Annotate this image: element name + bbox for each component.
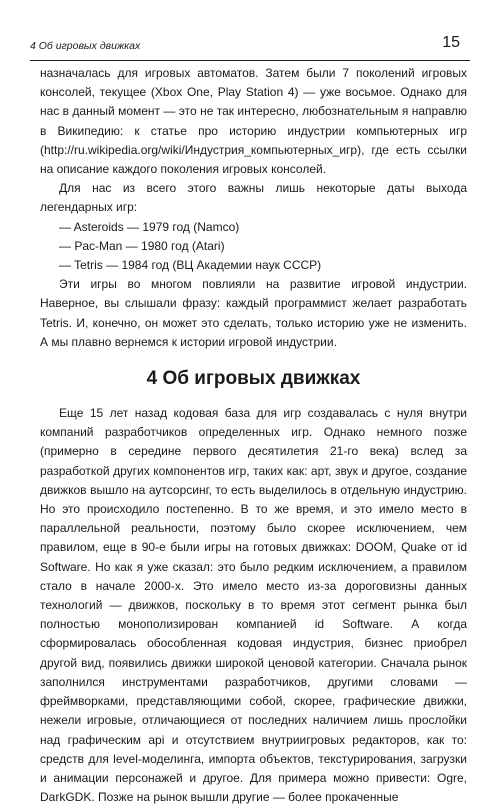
paragraph-consoles: назначалась для игровых автоматов. Затем были 7 поколений игровых консолей, текущее (Xbox One, Play Station 4) — уже восьмое. Однако для нас в данный момент — это не так интересно, любознательным я направлю в Википедию: к статье про историю индустрии компьютерных игр (http://ru.wikipedia.org/wiki/Индустрия_компьютерных_игр), где есть ссылки на описание каждого поколения игровых консолей.: [40, 66, 467, 177]
page-body: [40, 64, 467, 807]
paragraph-engines: Еще 15 лет назад кодовая база для игр создавалась с нуля внутри компаний разработчиков определенных игр. Однако немного позже (примерно в середине первого десятилетия 21-го века) вслед за разработкой других компонентов игр, таких как: арт, звук и другое, создание движков вышло на аутсорсинг, то есть выделилось в отдельную индустрию. Но это происходило постепенно. В то же время, и это имело место в параллельной реальности, поэтому было скорее исключением, чем правилом, еще в 90-е были игры на готовых движках: DOOM, Quake от id Software. Но как я уже сказал: это было редким исключением, а правилом стало в начале 2000-х. Это имело место из-за дороговизны данных технологий — движков, поскольку в то время этот сегмент рынка был полностью монополизирован компанией id Software. А когда сформировалась обособленная кодовая индустрия, бизнес приобрел другой вид, появились движки широкой ценовой категории. Сначала рынок заполнился инструментами разработчиков, другими словами — фреймворками, представляющими собой, скорее, графические движки, нежели игровые, отличающиеся от последних наличием лишь прослойки над графическим api и отсутствием внутриигровых редакторов, как то: средств для level-моделинга, импорта объектов, текстурирования, загрузки и анимации персонажей и другое. Для примера можно привести: Ogre, DarkGDK. Позже на рынок вышли другие — более прокаченные: [40, 406, 467, 805]
paragraph-tetris: Эти игры во многом повлияли на развитие игровой индустрии. Наверное, вы слышали фразу: каждый программист желает разработать Tetris. И, конечно, он может это сделать, только историю уже не изменить. А мы плавно вернемся к истории игровой индустрии.: [40, 277, 467, 349]
section-heading: 4 Об игровых движках: [146, 368, 361, 390]
page-header: [30, 34, 460, 58]
header-rule: [30, 60, 470, 61]
running-head: 4 Об игровых движках: [30, 40, 141, 52]
list-item: — Pac-Man — 1980 год (Atari): [59, 238, 225, 253]
page-number: 15: [442, 34, 460, 51]
paragraph-dates-intro: Для нас из всего этого важны лишь некоторые даты выхода легендарных игр:: [40, 181, 467, 215]
legendary-games-list: [40, 218, 467, 276]
list-item: — Tetris — 1984 год (ВЦ Академии наук СССР): [59, 258, 322, 273]
list-item: — Asteroids — 1979 год (Namco): [59, 219, 240, 234]
